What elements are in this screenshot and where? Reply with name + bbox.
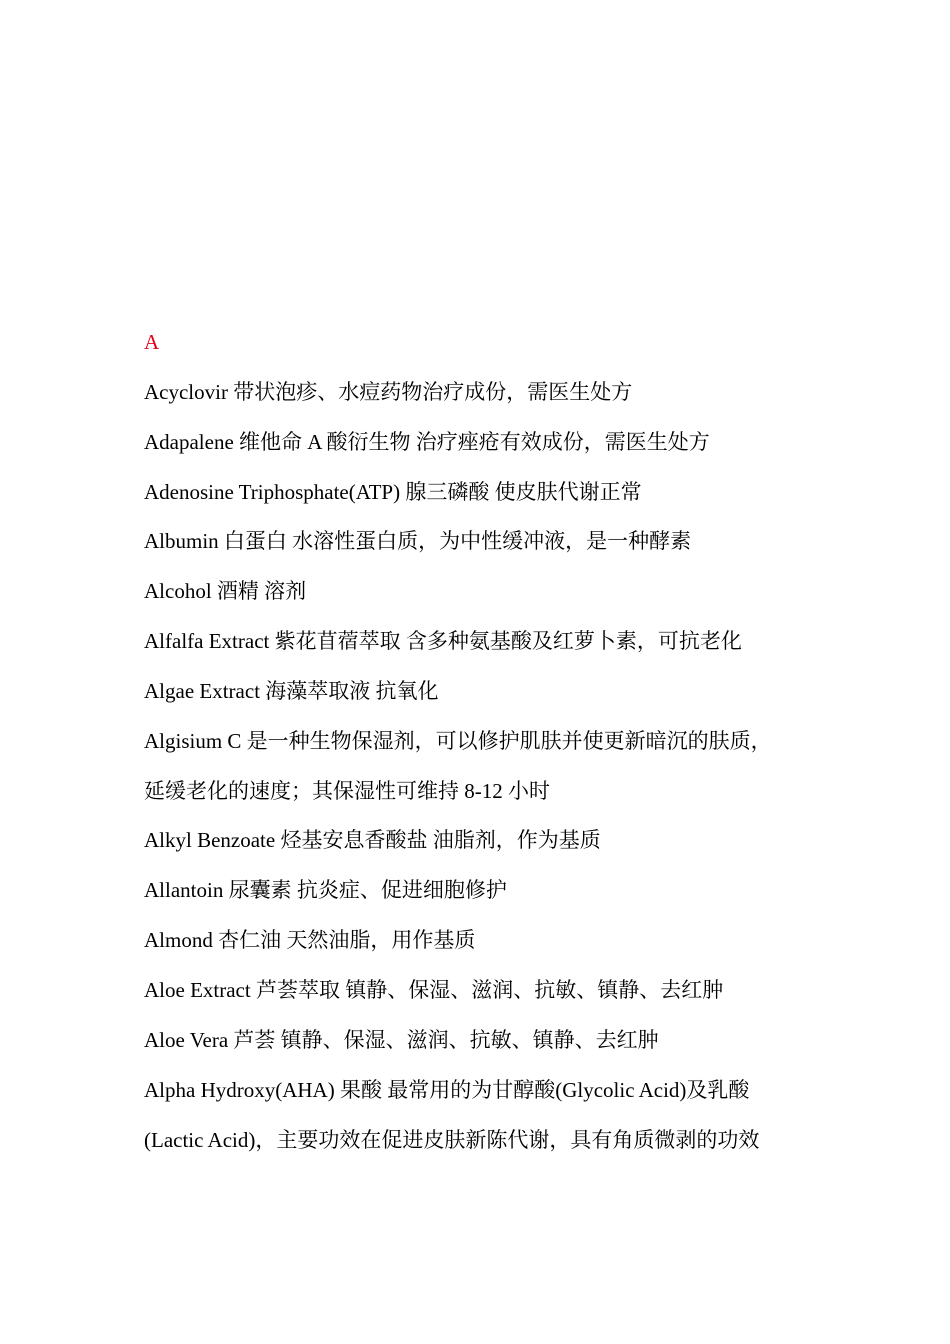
entry-alpha-hydroxy-continued: (Lactic Acid)，主要功效在促进皮肤新陈代谢，具有角质微剥的功效: [144, 1127, 760, 1152]
entry-alcohol: Alcohol 酒精 溶剂: [144, 579, 307, 604]
entry-adapalene: Adapalene 维他命 A 酸衍生物 治疗痤疮有效成份，需医生处方: [144, 429, 710, 454]
entry-algae-extract: Algae Extract 海藻萃取液 抗氧化: [144, 678, 439, 703]
entry-alpha-hydroxy: Alpha Hydroxy(AHA) 果酸 最常用的为甘醇酸(Glycolic Acid)及乳酸: [144, 1077, 750, 1102]
entry-aloe-vera: Aloe Vera 芦荟 镇静、保湿、滋润、抗敏、镇静、去红肿: [144, 1027, 659, 1052]
entry-almond: Almond 杏仁油 天然油脂，用作基质: [144, 928, 476, 953]
entry-allantoin: Allantoin 尿囊素 抗炎症、促进细胞修护: [144, 878, 507, 903]
entry-algisium-c-continued: 延缓老化的速度；其保湿性可维持 8-12 小时: [144, 778, 550, 803]
entry-adenosine-triphosphate: Adenosine Triphosphate(ATP) 腺三磷酸 使皮肤代谢正常: [144, 479, 642, 504]
entry-alkyl-benzoate: Alkyl Benzoate 烃基安息香酸盐 油脂剂，作为基质: [144, 828, 601, 853]
entry-algisium-c: Algisium C 是一种生物保湿剂，可以修护肌肤并使更新暗沉的肤质，: [144, 728, 772, 753]
entry-albumin: Albumin 白蛋白 水溶性蛋白质，为中性缓冲液，是一种酵素: [144, 529, 692, 554]
section-letter: A: [144, 330, 160, 354]
entry-alfalfa-extract: Alfalfa Extract 紫花苜蓿萃取 含多种氨基酸及红萝卜素，可抗老化: [144, 629, 742, 654]
glossary-content: [144, 318, 834, 1165]
entry-aloe-extract: Aloe Extract 芦荟萃取 镇静、保湿、滋润、抗敏、镇静、去红肿: [144, 977, 724, 1002]
entry-acyclovir: Acyclovir 带状泡疹、水痘药物治疗成份，需医生处方: [144, 379, 633, 404]
